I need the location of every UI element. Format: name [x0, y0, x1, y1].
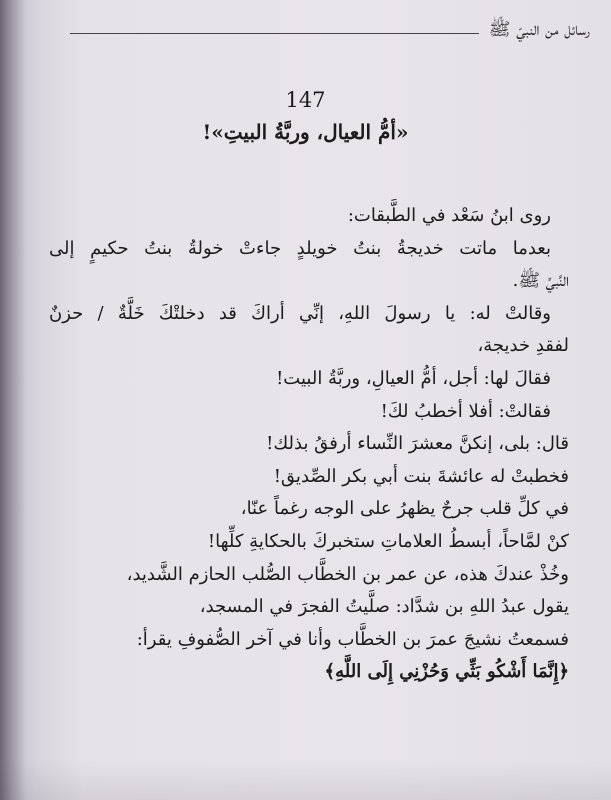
text-line: فقالَ لها: أجل، أمُّ العيالِ، وربَّةُ البيت! — [276, 367, 551, 389]
chapter-title: «أمُّ العيال، وربَّةُ البيتِ»! — [202, 120, 409, 144]
text-line: فخطبتْ له عائشةَ بنت أبي بكر الصِّديق! — [273, 465, 569, 487]
text-line: فقالتْ: أفلا أخطبُ لكَ! — [380, 400, 551, 422]
text-line: قال: بلى، إنكنَّ معشرَ النِّساء أرفقُ بذلك! — [266, 433, 569, 455]
text-line: فسمعتُ نشيجَ عمرَ بن الخطَّاب وأنا في آخر الصُّفوفِ يقرأ: — [136, 628, 569, 650]
text-line: كنْ لمَّاحاً، أبسطُ العلاماتِ ستخبركَ بالحكايةِ كلِّها! — [207, 530, 569, 552]
page-shadow — [0, 760, 611, 800]
text-line: يقول عبدُ اللهِ بن شدَّاد: صلَّيتُ الفجرَ في المسجد، — [199, 596, 569, 618]
text-line: وقالتْ له: يا رسولَ اللهِ، إنِّي أراكَ قد دخلتْكَ خَلَّةٌ / حزنٌ — [49, 302, 551, 324]
text-line: في كلِّ قلب جرحٌ يظهرُ على الوجه رغماً عنّا، — [240, 498, 569, 520]
chapter-number: 147 — [285, 88, 326, 112]
text-line: بعدما ماتت خديجةُ بنتُ خويلدٍ جاءتْ خولةُ بنتُ حكيمٍ إلى — [49, 237, 551, 259]
text-line: لفقدِ خديجة، — [477, 335, 569, 357]
quran-verse: ﴿إِنَّمَا أَشْكُو بَثِّي وَحُزْنِي إِلَى اللَّهِ﴾ — [324, 661, 569, 683]
text-line: النَّبيِّ ﷺ. — [512, 270, 569, 292]
running-title: رسائل من النبيّ ﷺ — [488, 19, 590, 40]
text-line: روى ابنُ سَعْد في الطَّبقات: — [347, 205, 551, 226]
header-rule — [70, 33, 479, 34]
text-line: وخُذْ عندكَ هذه، عن عمر بن الخطَّاب الصُّلب الحازم الشَّديد، — [126, 563, 569, 585]
running-header — [70, 16, 590, 46]
body-text — [49, 200, 569, 689]
